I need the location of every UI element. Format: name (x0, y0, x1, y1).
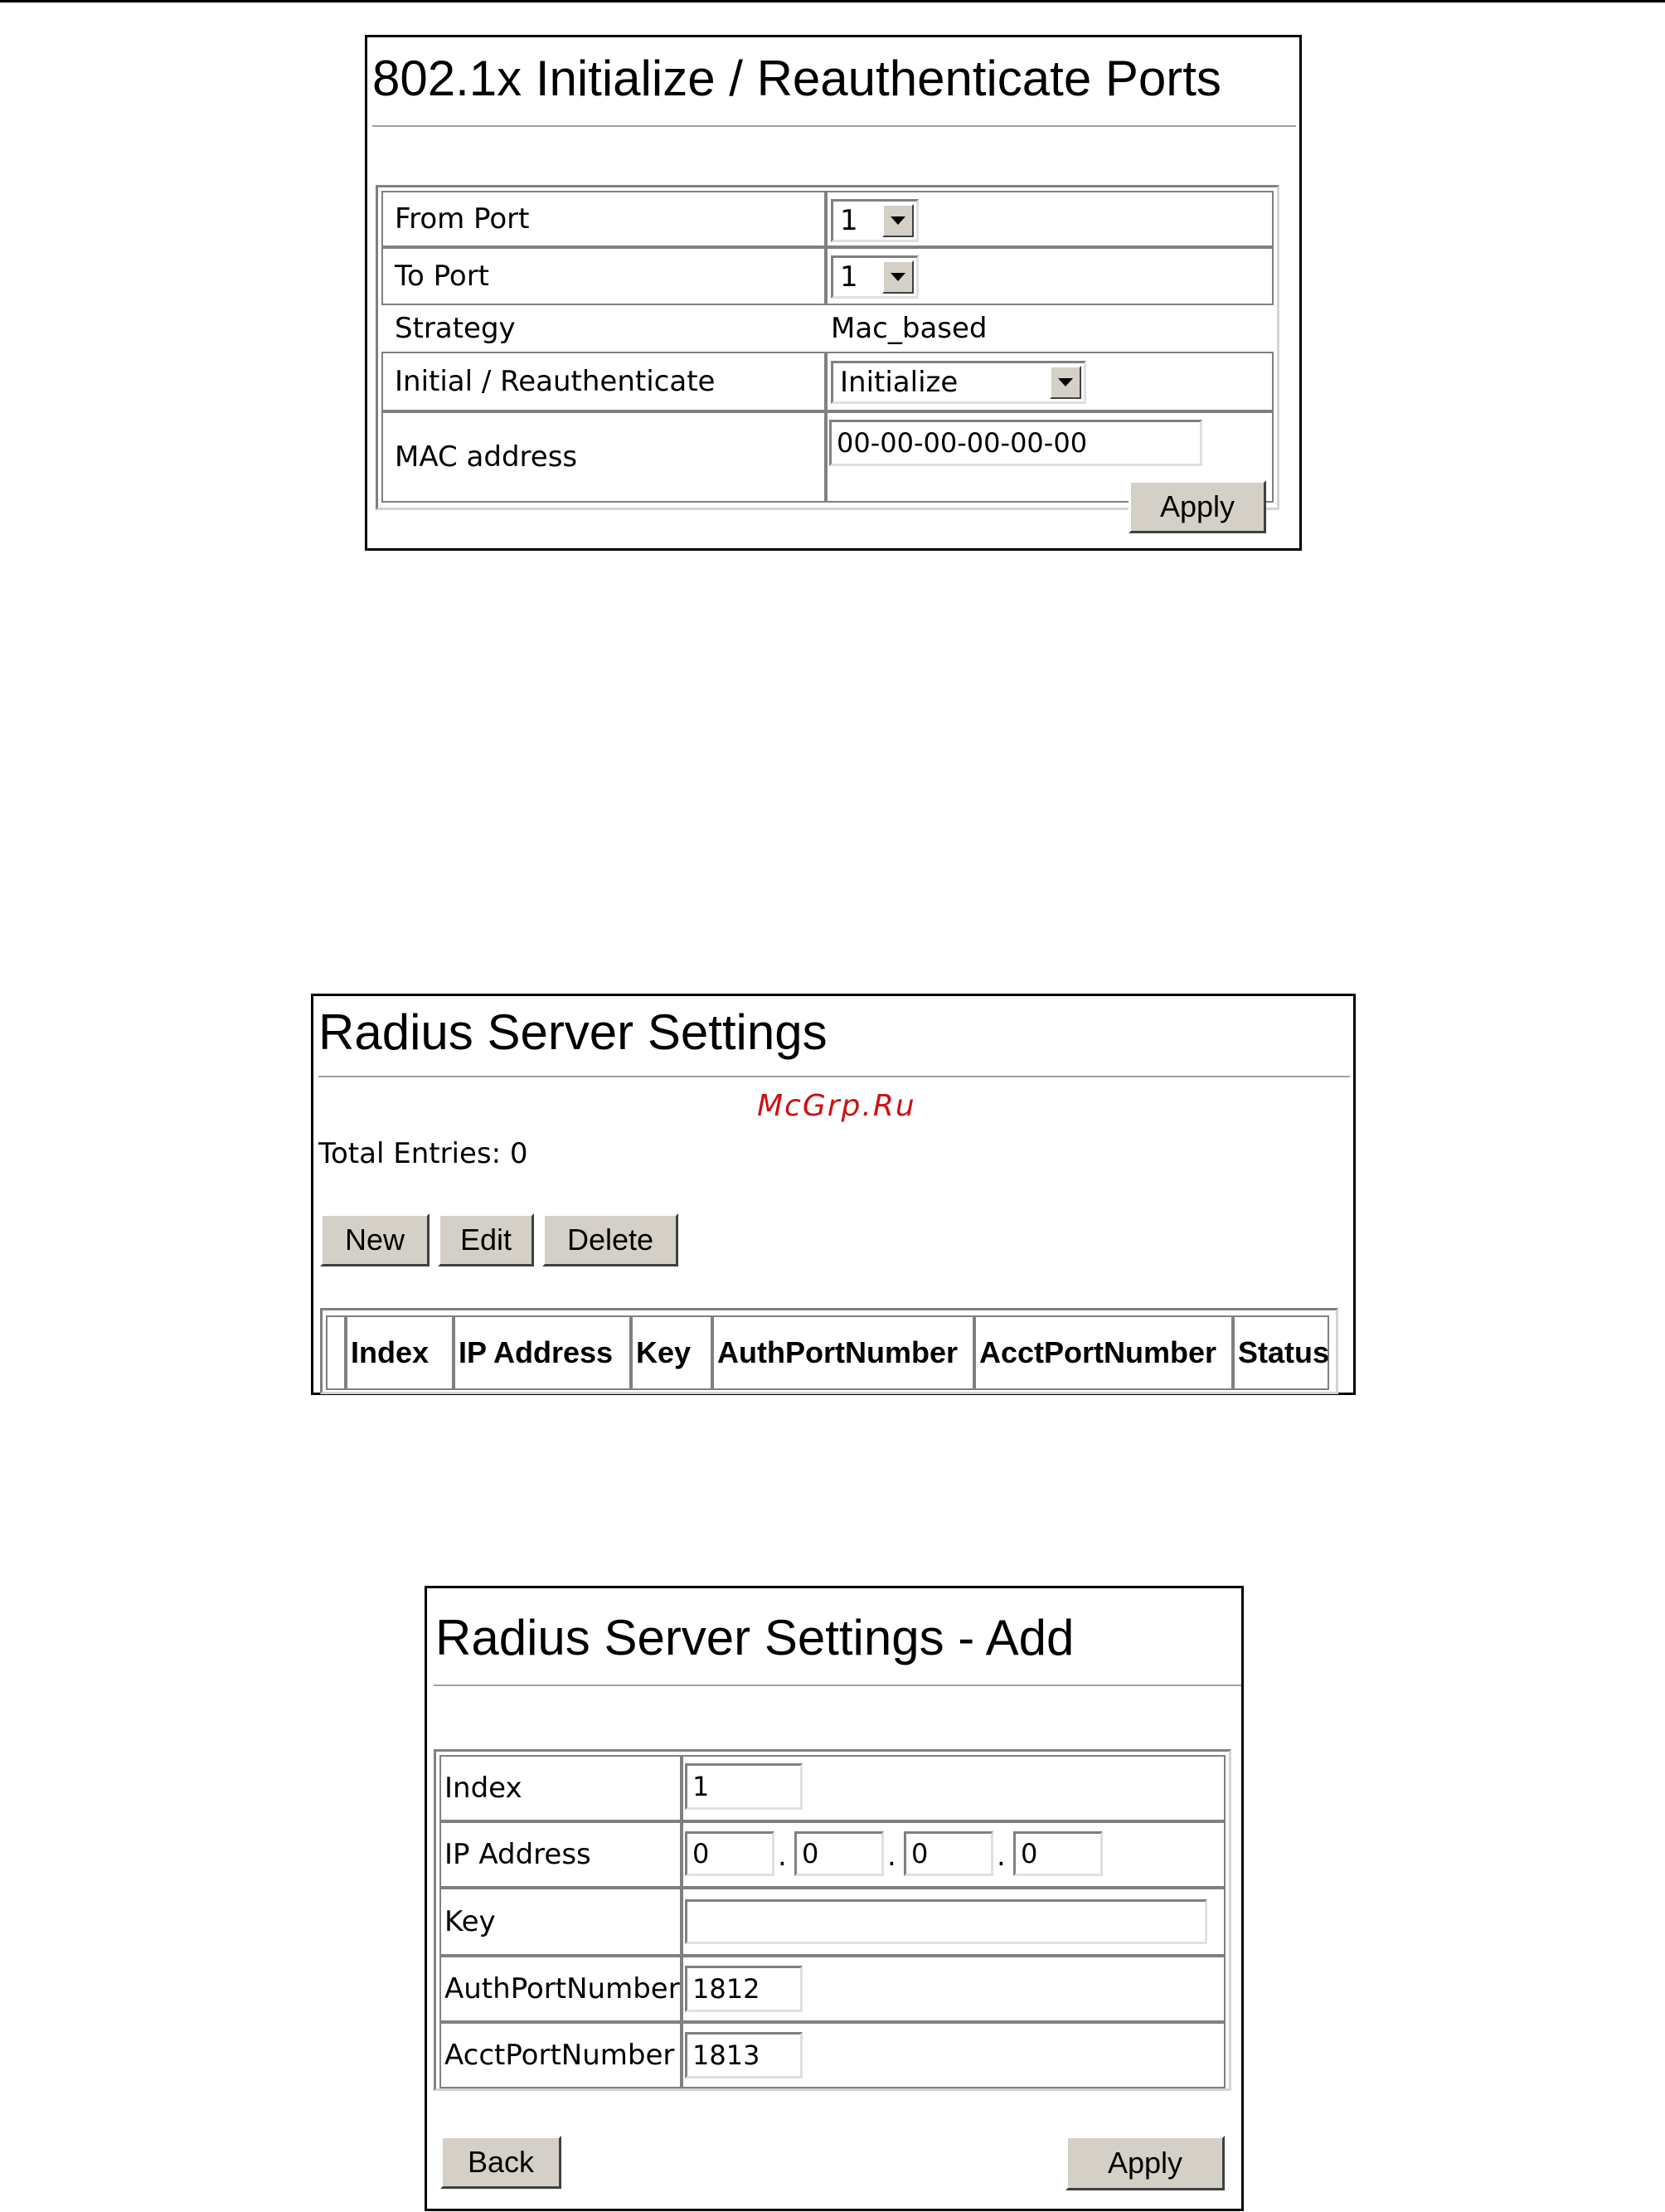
chevron-down-icon[interactable] (882, 204, 914, 237)
initial-reauthenticate-cell (826, 352, 1274, 411)
acct-port-number-label: AcctPortNumber (439, 2022, 682, 2088)
auth-port-number-cell (682, 1956, 1226, 2022)
from-port-label: From Port (381, 191, 826, 247)
delete-button[interactable]: Delete (542, 1213, 678, 1266)
auth-port-number-input[interactable] (685, 1966, 803, 2012)
index-input[interactable] (685, 1763, 803, 1810)
ip-octet-4-input[interactable] (1013, 1831, 1103, 1876)
key-input[interactable] (685, 1899, 1207, 1944)
strategy-label: Strategy (395, 312, 516, 345)
chevron-down-icon[interactable] (882, 260, 914, 294)
column-header-index: Index (346, 1315, 454, 1390)
from-port-cell (826, 191, 1274, 247)
to-port-cell (826, 247, 1274, 305)
ip-separator-dot: . (778, 1840, 787, 1873)
strategy-value: Mac_based (831, 312, 988, 345)
watermark-text: McGrp.Ru (757, 1089, 916, 1123)
to-port-label: To Port (381, 247, 826, 305)
page-title: 802.1x Initialize / Reauthenticate Ports (372, 51, 1221, 106)
page-title: Radius Server Settings (318, 1004, 828, 1060)
index-label: Index (439, 1755, 682, 1821)
radius-add-panel (425, 1586, 1244, 2211)
index-cell (682, 1755, 1226, 1821)
apply-button[interactable]: Apply (1129, 480, 1266, 533)
column-header-key: Key (631, 1315, 712, 1390)
ip-octet-2-input[interactable] (794, 1831, 884, 1876)
new-button[interactable]: New (320, 1213, 430, 1266)
ip-address-cell (682, 1821, 1226, 1888)
key-cell (682, 1888, 1226, 1956)
radius-panel (311, 994, 1356, 1395)
title-divider (372, 125, 1296, 129)
initial-reauthenticate-label: Initial / Reauthenticate (381, 352, 826, 411)
mac-address-input[interactable] (829, 420, 1202, 466)
from-port-select[interactable] (831, 199, 919, 242)
key-label: Key (439, 1888, 682, 1956)
apply-button[interactable]: Apply (1066, 2136, 1225, 2190)
initial-reauthenticate-select[interactable] (831, 361, 1086, 404)
initial-reauthenticate-value: Initialize (840, 366, 959, 399)
page-title: Radius Server Settings - Add (435, 1610, 1075, 1665)
from-port-value: 1 (840, 204, 858, 237)
auth-port-number-label: AuthPortNumber (439, 1956, 682, 2022)
to-port-select[interactable] (831, 255, 919, 299)
radius-server-table (320, 1308, 1338, 1394)
ip-separator-dot: . (887, 1840, 896, 1873)
acct-port-number-cell (682, 2022, 1226, 2088)
mac-address-label: MAC address (381, 411, 826, 503)
column-header-acct-port-number: AcctPortNumber (974, 1315, 1233, 1390)
total-entries-text: Total Entries: 0 (318, 1137, 528, 1170)
column-header-ip-address: IP Address (454, 1315, 631, 1390)
column-header-status: Status (1233, 1315, 1329, 1390)
select-column-header (326, 1315, 346, 1390)
initialize-form-table (376, 185, 1279, 510)
back-button[interactable]: Back (440, 2136, 561, 2189)
acct-port-number-input[interactable] (685, 2032, 803, 2078)
ip-address-label: IP Address (439, 1821, 682, 1888)
title-divider (434, 1685, 1241, 1688)
edit-button[interactable]: Edit (438, 1213, 534, 1266)
page-top-rule (0, 0, 1665, 2)
chevron-down-icon[interactable] (1050, 366, 1081, 399)
ip-octet-3-input[interactable] (904, 1831, 993, 1876)
column-header-auth-port-number: AuthPortNumber (712, 1315, 974, 1390)
radius-add-form-table (434, 1749, 1231, 2091)
ip-separator-dot: . (997, 1840, 1006, 1873)
ip-octet-1-input[interactable] (685, 1831, 774, 1876)
title-divider (318, 1076, 1350, 1079)
initialize-panel (365, 35, 1302, 551)
to-port-value: 1 (840, 260, 858, 294)
